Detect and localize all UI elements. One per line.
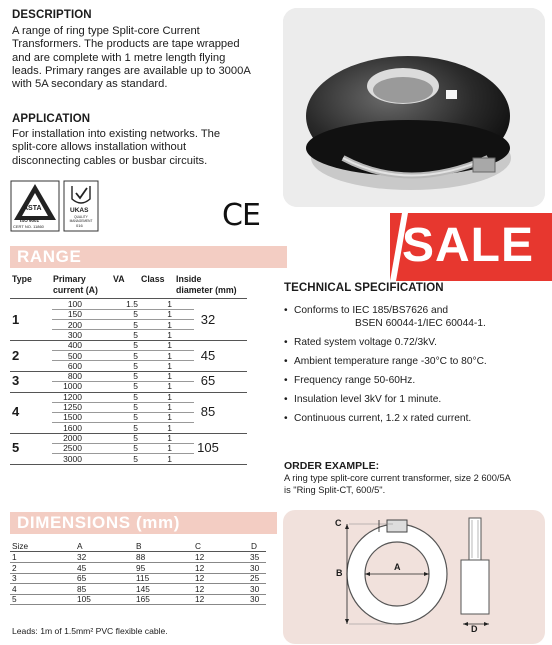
spec-text: Ambient temperature range -30°C to 80°C. — [294, 356, 487, 367]
description-line: and are complete with 1 metre length flying — [12, 51, 226, 64]
range-cell-va: 5 — [133, 391, 138, 402]
range-cell-class: 1 — [167, 443, 172, 454]
range-cell-primary-current: 400 — [67, 340, 82, 351]
application-line: For installation into existing networks. The — [12, 128, 221, 140]
range-row — [52, 309, 194, 319]
range-row — [52, 330, 194, 340]
range-row — [52, 361, 194, 371]
description-line: leads. Primary ranges are available up to 3000A — [12, 64, 251, 77]
dim-cell-d: 35 — [250, 552, 260, 562]
order-heading: ORDER EXAMPLE: — [284, 460, 380, 472]
range-cell-va: 5 — [133, 319, 138, 330]
spec-text: Continuous current, 1.2 x rated current. — [294, 413, 472, 424]
ukas-logo-text: UKAS — [70, 207, 89, 214]
spec-item — [284, 305, 486, 330]
dim-cell-d: 30 — [250, 594, 260, 604]
range-cell-primary-current: 500 — [67, 350, 82, 361]
range-inside-diameter: 45 — [200, 347, 216, 363]
range-inside-diameter: 65 — [200, 373, 216, 389]
spec-text: Insulation level 3kV for 1 minute. — [294, 394, 442, 405]
dim-cell-a: 85 — [77, 583, 87, 594]
spec-item — [284, 413, 471, 426]
range-inside-diameter: 32 — [200, 311, 216, 327]
dim-cell-c: 12 — [195, 583, 205, 594]
dim-cell-b: 88 — [136, 552, 146, 562]
range-row — [52, 423, 194, 433]
ukas-logo-number: 016 — [76, 223, 83, 228]
spec-text: Conforms to IEC 185/BS7626 and — [294, 305, 449, 316]
range-cell-class: 1 — [167, 402, 172, 412]
bullet: • — [284, 305, 288, 316]
col-primary-unit: current (A) — [53, 285, 98, 295]
range-inside-diameter: 105 — [197, 440, 219, 456]
range-cell-class: 1 — [167, 299, 172, 309]
range-banner: RANGE — [10, 246, 287, 268]
diagram-label-a: A — [394, 562, 401, 572]
col-va: VA — [113, 274, 125, 284]
range-cell-va: 5 — [133, 340, 138, 351]
diagram-label-b: B — [336, 568, 343, 578]
range-cell-va: 5 — [133, 350, 138, 361]
dim-cell-size: 2 — [12, 562, 17, 573]
range-cell-class: 1 — [167, 319, 172, 330]
range-cell-primary-current: 300 — [67, 329, 82, 340]
range-cell-primary-current: 100 — [67, 299, 82, 309]
range-cell-class: 1 — [167, 391, 172, 402]
asta-logo-text: ASTA — [23, 205, 42, 212]
range-cell-va: 5 — [133, 432, 138, 443]
range-cell-class: 1 — [167, 432, 172, 443]
dim-cell-b: 165 — [136, 594, 150, 604]
spec-text: Frequency range 50-60Hz. — [294, 375, 416, 386]
range-cell-primary-current: 1500 — [63, 412, 82, 423]
dimensions-row — [10, 552, 266, 563]
range-cell-va: 5 — [133, 422, 138, 433]
range-row — [52, 371, 194, 381]
range-cell-primary-current: 2000 — [63, 432, 82, 443]
spec-item — [284, 394, 441, 407]
description-line: A range of ring type Split-core Current — [12, 25, 200, 37]
dimensions-row — [10, 584, 266, 595]
range-cell-va: 1.5 — [126, 299, 138, 309]
description-line: Transformers. The products are tape wrapped — [12, 38, 240, 51]
range-type-number: 3 — [12, 373, 20, 389]
col-class: Class — [141, 274, 165, 284]
asta-certification-logo — [10, 180, 60, 232]
dim-cell-c: 12 — [195, 594, 205, 604]
description-text — [12, 25, 277, 91]
range-cell-class: 1 — [167, 381, 172, 392]
bullet: • — [284, 375, 288, 386]
range-cell-class: 1 — [167, 422, 172, 433]
range-type-number: 4 — [12, 404, 20, 420]
dim-col-c: C — [195, 541, 201, 551]
range-cell-primary-current: 150 — [67, 309, 82, 320]
range-cell-va: 5 — [133, 329, 138, 340]
bullet: • — [284, 413, 288, 424]
dim-col-d: D — [251, 541, 257, 551]
range-cell-va: 5 — [133, 371, 138, 382]
range-row — [52, 381, 194, 391]
dimension-diagram — [283, 510, 545, 644]
range-cell-va: 5 — [133, 309, 138, 320]
description-line: with 5A secondary as standard. — [12, 78, 168, 91]
range-row — [52, 402, 194, 412]
dim-cell-a: 32 — [77, 552, 87, 562]
description-heading: DESCRIPTION — [12, 9, 92, 21]
dim-cell-a: 45 — [77, 562, 87, 573]
range-cell-class: 1 — [167, 350, 172, 361]
diagram-label-c: C — [335, 518, 342, 528]
dim-cell-size: 4 — [12, 583, 17, 594]
range-type-number: 1 — [12, 311, 20, 327]
bullet: • — [284, 356, 288, 367]
product-photo — [283, 8, 545, 207]
order-line: A ring type split-core current transformer, size 2 600/5A — [284, 473, 511, 483]
dimensions-table-header — [10, 541, 266, 552]
application-text — [12, 128, 277, 168]
range-cell-class: 1 — [167, 340, 172, 351]
dim-cell-b: 145 — [136, 583, 150, 594]
spec-text: Rated system voltage 0.72/3kV. — [294, 337, 437, 348]
dim-cell-d: 30 — [250, 562, 260, 573]
col-primary: Primary — [53, 274, 86, 284]
ukas-logo-sub: QUALITY MANAGEMENT — [69, 215, 93, 223]
dimensions-row — [10, 573, 266, 584]
dim-col-b: B — [136, 541, 142, 551]
range-cell-va: 5 — [133, 443, 138, 454]
dim-cell-d: 25 — [250, 573, 260, 583]
range-cell-primary-current: 2500 — [63, 443, 82, 454]
range-cell-va: 5 — [133, 412, 138, 423]
asta-logo-sub: ISO 9001 — [20, 218, 40, 223]
range-cell-class: 1 — [167, 371, 172, 382]
dimensions-row — [10, 594, 266, 605]
range-cell-va: 5 — [133, 402, 138, 412]
dim-cell-c: 12 — [195, 573, 205, 583]
range-cell-class: 1 — [167, 309, 172, 320]
order-text — [284, 473, 546, 496]
dimensions-note: Leads: 1m of 1.5mm² PVC flexible cable. — [12, 626, 168, 636]
range-row — [52, 392, 194, 402]
range-cell-primary-current: 3000 — [63, 453, 82, 464]
range-cell-va: 5 — [133, 360, 138, 371]
range-type-number: 2 — [12, 347, 20, 363]
ukas-certification-logo — [63, 180, 99, 232]
dim-cell-size: 5 — [12, 594, 17, 604]
range-row — [52, 299, 194, 309]
range-type-number: 5 — [12, 440, 20, 456]
col-type: Type — [12, 274, 32, 284]
bullet: • — [284, 394, 288, 405]
range-row — [52, 340, 194, 350]
dim-cell-b: 115 — [136, 573, 150, 583]
dim-cell-a: 105 — [77, 594, 91, 604]
dim-cell-c: 12 — [195, 552, 205, 562]
dimensions-row — [10, 563, 266, 574]
range-cell-va: 5 — [133, 381, 138, 392]
diagram-label-d: D — [471, 624, 478, 634]
spec-item — [284, 375, 415, 388]
dim-cell-size: 1 — [12, 552, 17, 562]
range-row — [52, 320, 194, 330]
dim-cell-size: 3 — [12, 573, 17, 583]
dim-col-a: A — [77, 541, 83, 551]
technical-heading: TECHNICAL SPECIFICATION — [284, 282, 444, 294]
range-row — [52, 351, 194, 361]
dim-cell-b: 95 — [136, 562, 146, 573]
spec-text-cont: BSEN 60044-1/IEC 60044-1. — [355, 317, 486, 329]
range-cell-primary-current: 1000 — [63, 381, 82, 392]
application-line: split-core allows installation without — [12, 141, 187, 154]
dim-cell-c: 12 — [195, 562, 205, 573]
range-cell-primary-current: 200 — [67, 319, 82, 330]
range-row — [52, 454, 194, 464]
range-cell-class: 1 — [167, 453, 172, 464]
dim-cell-a: 65 — [77, 573, 87, 583]
application-line: disconnecting cables or busbar circuits. — [12, 154, 208, 167]
dimensions-banner: DIMENSIONS (mm) — [10, 512, 277, 534]
dim-cell-d: 30 — [250, 583, 260, 594]
spec-item — [284, 356, 487, 369]
range-cell-va: 5 — [133, 453, 138, 464]
dim-col-size: Size — [12, 541, 29, 551]
sale-badge-text: SALE — [402, 219, 535, 272]
order-line: is "Ring Split-CT, 600/5". — [284, 484, 386, 495]
range-row — [52, 412, 194, 422]
range-cell-primary-current: 1600 — [63, 422, 82, 433]
range-cell-class: 1 — [167, 329, 172, 340]
range-cell-class: 1 — [167, 360, 172, 371]
range-row — [52, 443, 194, 453]
sale-badge — [390, 213, 552, 281]
table-top-rule — [10, 298, 247, 299]
range-cell-primary-current: 800 — [67, 371, 82, 382]
asta-cert-number: CERT NO. 11860 — [13, 224, 44, 229]
range-inside-diameter: 85 — [200, 404, 216, 420]
range-cell-primary-current: 1250 — [63, 402, 82, 412]
range-cell-primary-current: 1200 — [63, 391, 82, 402]
group-divider — [10, 464, 247, 465]
range-cell-class: 1 — [167, 412, 172, 423]
ce-mark: CE — [222, 198, 260, 233]
bullet: • — [284, 337, 288, 348]
spec-item — [284, 337, 437, 350]
range-cell-primary-current: 600 — [67, 360, 82, 371]
col-inside: Inside — [176, 274, 202, 284]
application-heading: APPLICATION — [12, 113, 91, 125]
range-row — [52, 433, 194, 443]
col-inside-unit: diameter (mm) — [176, 285, 237, 295]
